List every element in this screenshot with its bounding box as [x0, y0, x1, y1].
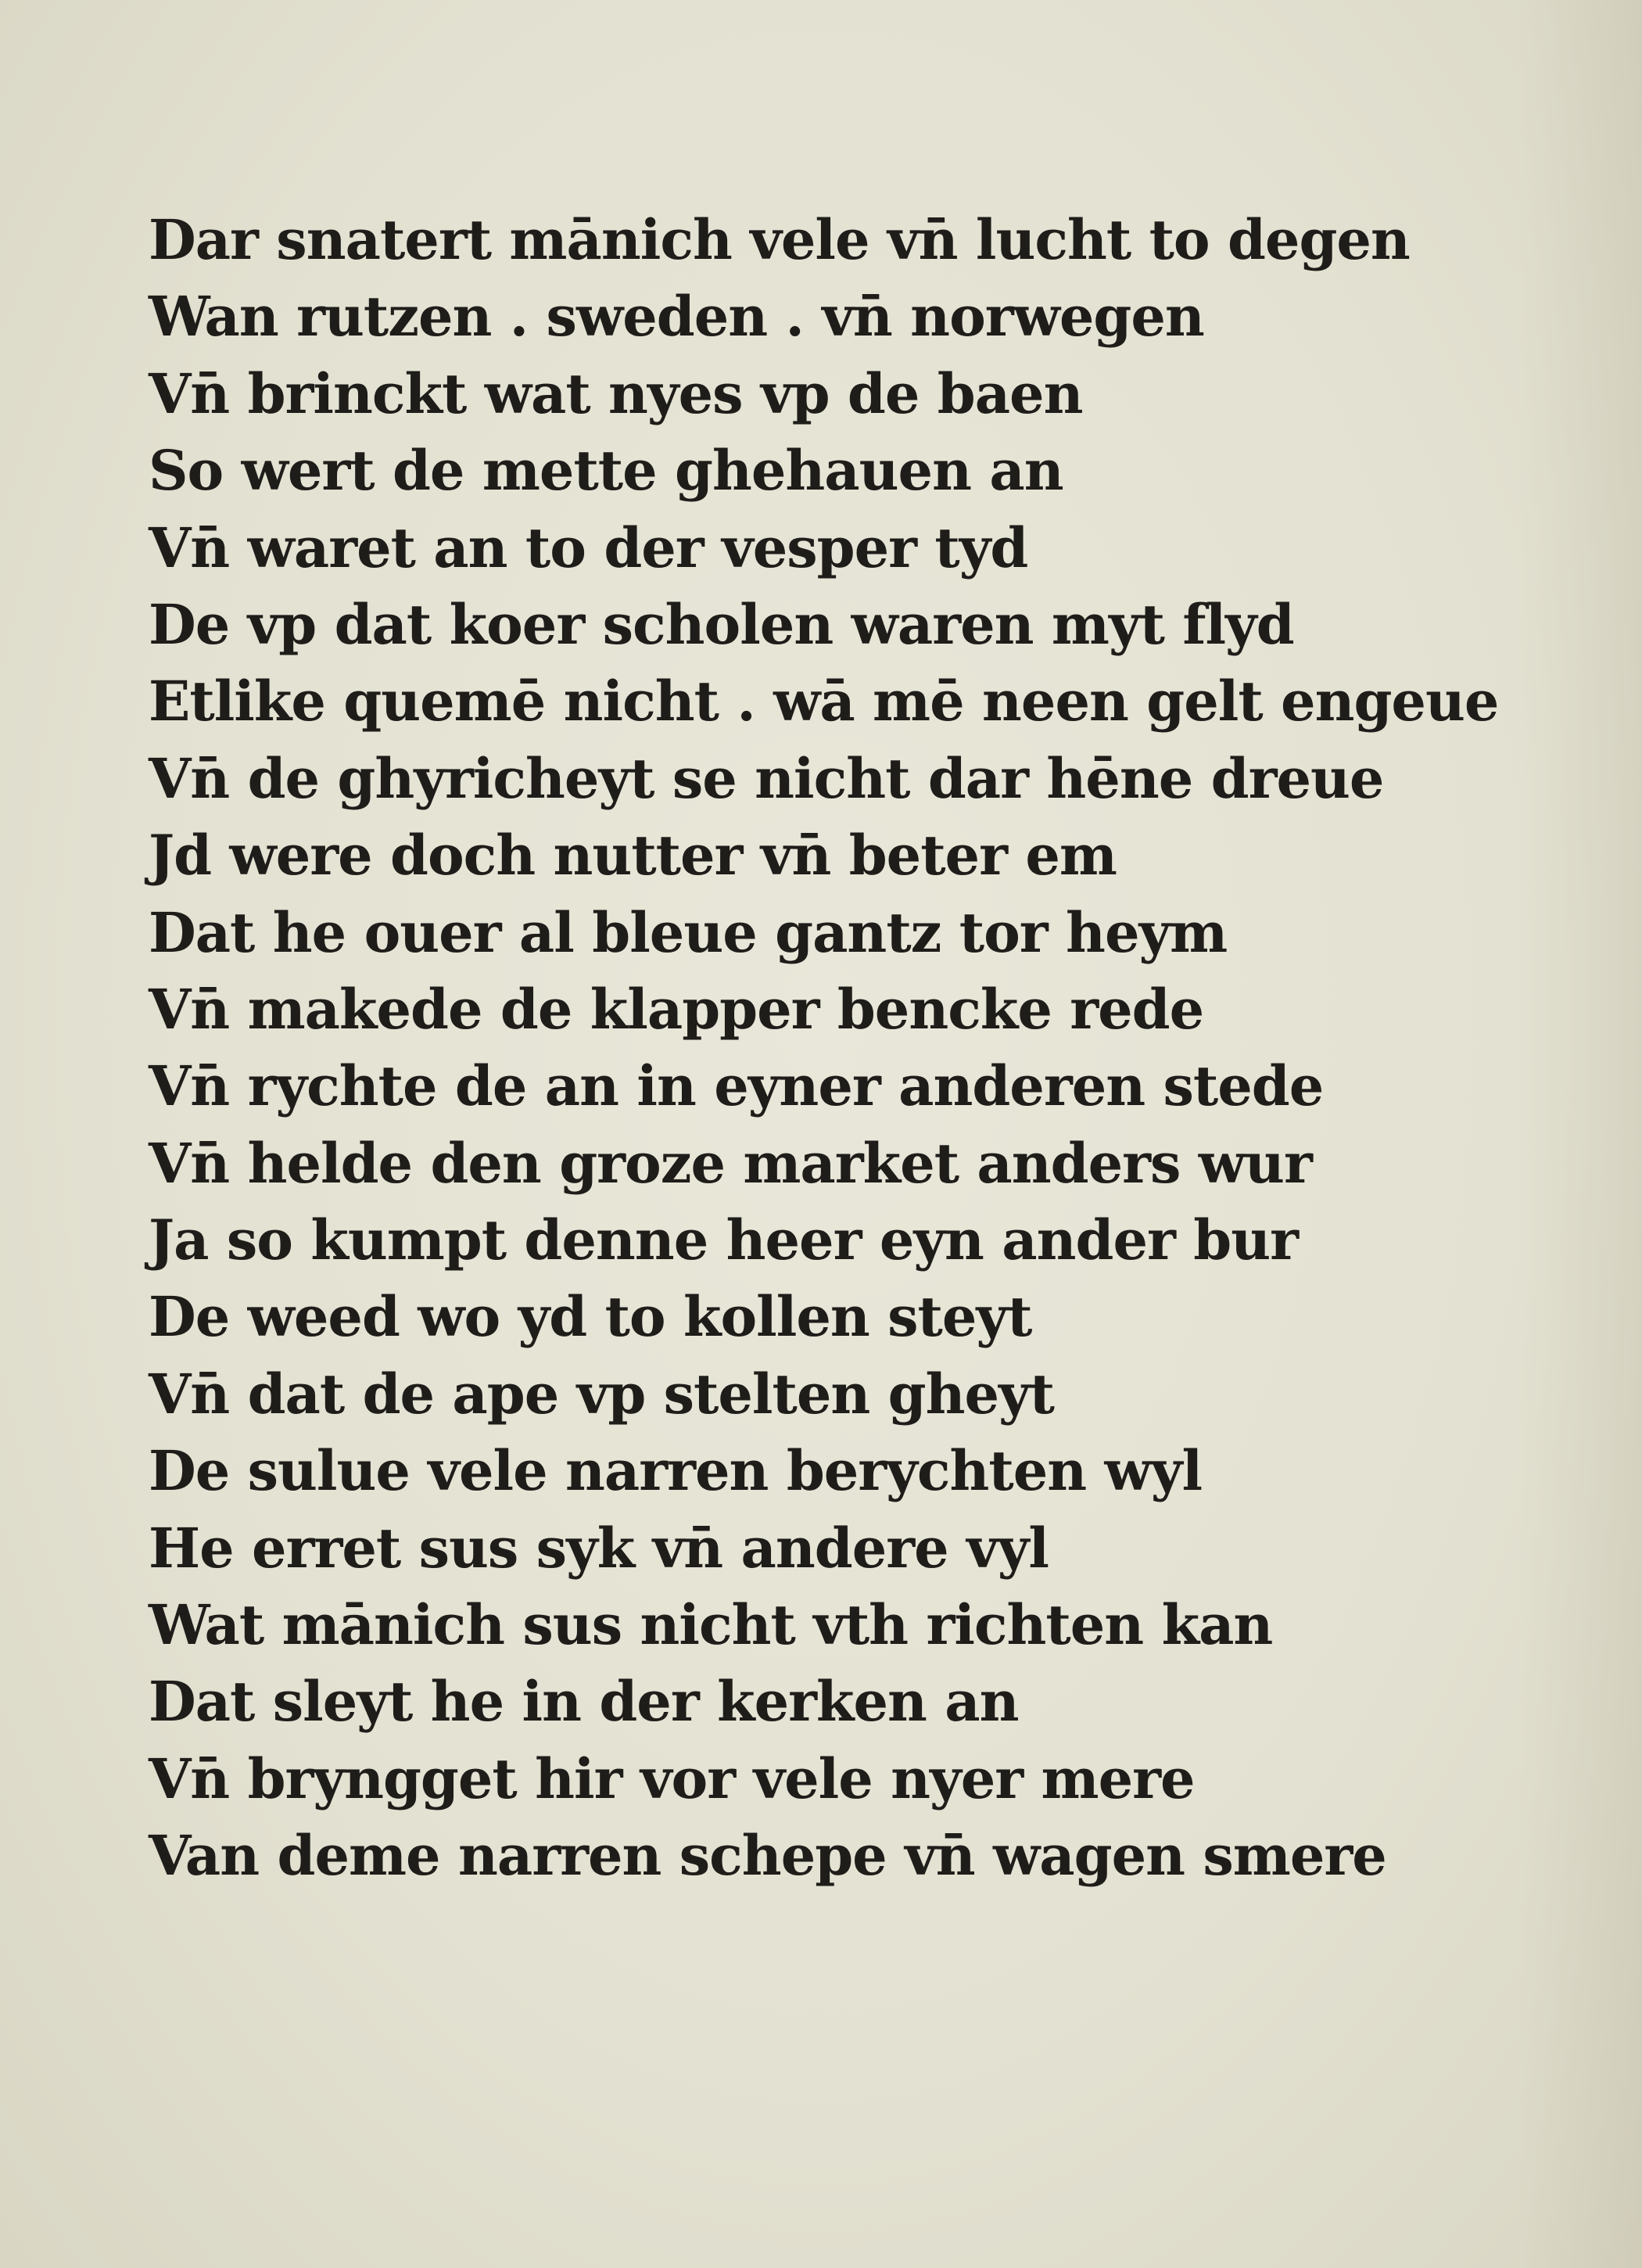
verse-line-18: He erret sus syk vn̄ andere vyl — [149, 1515, 1049, 1581]
verse-line-8: Vn̄ de ghyricheyt se nicht dar hēne dreue — [149, 745, 1384, 811]
verse-line-20: Dat sleyt he in der kerken an — [149, 1669, 1019, 1735]
verse-line-7: Etlike quemē nicht . wā mē neen gelt engeue — [149, 669, 1499, 734]
verse-text-block — [149, 202, 1556, 1895]
verse-line-2: Wan rutzen . sweden . vn̄ norwegen — [149, 284, 1204, 350]
verse-line-4: So wert de mette ghehauen an — [149, 438, 1063, 504]
verse-line-6: De vp dat koer scholen waren myt flyd — [149, 591, 1294, 657]
verse-line-14: Ja so kumpt denne heer eyn ander bur — [149, 1208, 1298, 1273]
verse-line-12: Vn̄ rychte de an in eyner anderen stede — [149, 1053, 1324, 1119]
verse-line-9: Jd were doch nutter vn̄ beter em — [149, 823, 1117, 888]
verse-line-19: Wat mānich sus nicht vth richten kan — [149, 1592, 1273, 1658]
verse-line-1: Dar snatert mānich vele vn̄ lucht to degen — [149, 207, 1410, 272]
verse-line-21: Vn̄ bryngget hir vor vele nyer mere — [149, 1746, 1195, 1811]
verse-line-11: Vn̄ makede de klapper bencke rede — [149, 976, 1204, 1042]
verse-line-17: De sulue vele narren berychten wyl — [149, 1438, 1203, 1504]
verse-line-5: Vn̄ waret an to der vesper tyd — [149, 515, 1028, 580]
verse-line-15: De weed wo yd to kollen steyt — [149, 1284, 1032, 1350]
verse-line-13: Vn̄ helde den groze market anders wur — [149, 1130, 1312, 1196]
verse-line-16: Vn̄ dat de ape vp stelten gheyt — [149, 1361, 1055, 1426]
verse-line-10: Dat he ouer al bleue gantz tor heym — [149, 899, 1228, 965]
verse-line-22: Van deme narren schepe vn̄ wagen smere — [149, 1823, 1386, 1889]
verse-line-3: Vn̄ brinckt wat nyes vp de baen — [149, 361, 1083, 426]
